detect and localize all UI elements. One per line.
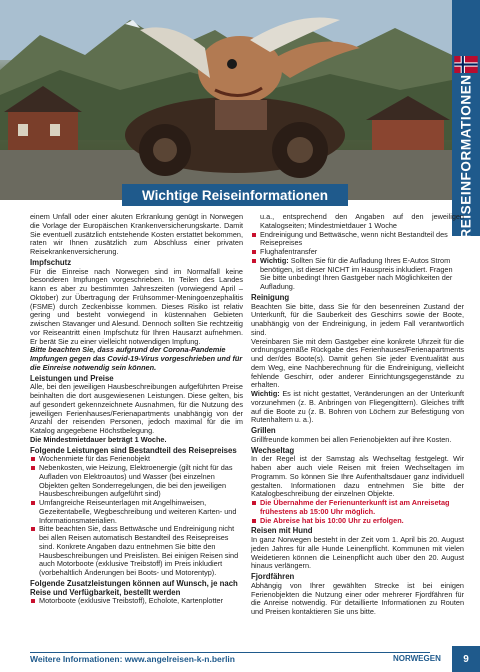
fjord-paragraph: Abhängig von Ihrer gewählten Strecke ist bei einigen Ferienobjekten die Nutzung einer oder mehrerer Fjordfähren für die Anreise notwendig. Für detaillierte Informationen zu Routen und Preisen kontaktieren Sie uns bitte. [251,580,464,616]
grillen-heading: Grillen [251,426,276,435]
zusatz-heading: Folgende Zusatzleistungen können auf Wunsch, je nach Reise und Verfügbarkeit, bestellt werden [30,578,238,597]
list-item: Die Übernahme der Ferienunterkunft ist am Anreisetag frühestens ab 15:00 Uhr möglich. [251,499,464,517]
wichtig-text: Sollten Sie für die Aufladung Ihres E-Autos Strom benötigen, ist dieser NICHT im Hauspreis inkludiert. Fragen Sie bitte unbedingt Ihren Gastgeber nach Möglichkeiten der Aufladung. [260,255,453,291]
side-tab-title [452,73,480,239]
impfschutz-heading: Impfschutz [30,257,72,267]
wechseltag-paragraph: In der Regel ist der Samstag als Wechseltag festgelegt. Wir haben aber auch viele Reisen mit freien Wechseltagen im Programm. So können Sie Ihre Aufenthaltsdauer ganz individuell gestalten. Informationen dazu entnehmen Sie bitte der Katalogbeschreibung der einzelnen Objekte. [251,454,464,499]
list-item: Die Abreise hat bis 10:00 Uhr zu erfolgen. [251,517,464,526]
hund-heading: Reisen mit Hund [251,526,313,536]
folgende-heading: Folgende Leistungen sind Bestandteil des Reisepreises [30,445,237,455]
wichtig2-paragraph [251,390,464,425]
wichtig-label: Wichtig: [260,255,289,265]
continued-list [251,231,464,292]
norway-flag-icon [454,56,478,73]
header-photo [0,0,452,200]
leistungen-heading: Leistungen und Preise [30,373,114,383]
wechseltag-heading: Wechseltag [251,445,295,455]
intro-paragraph: einem Unfall oder einer akuten Erkrankung genügt in Norwegen die Vorlage der Europäischen Krankenversicherungskarte. Damit Sie eventuell zusätzlich entstehende Kosten erstattet bekommen, raten wir Ihnen zusätzlich zum Abschluss einer privaten Reisekrankenversicherung. [30,212,243,256]
wechseltag-list [251,499,464,525]
footer-region: NORWEGEN [393,654,441,663]
footer-divider [30,652,430,653]
corona-note: Bitte beachten Sie, dass aufgrund der Corona-Pandemie Impfungen gegen das Covid-19-Virus vorgeschrieben und für die Einreise notwendig sein können. [30,345,243,372]
page-number: 9 [463,653,469,665]
leistungen-paragraph: Alle, bei den jeweiligen Hausbeschreibungen aufgeführten Preise beinhalten die dort ausgewiesenen Leistungen. Diese gelten, bis auf gesondert gekennzeichnete Ausnahmen, für die Nutzung des jeweiligen Ferienhauses/Ferienapartments unabhängig von der Anzahl der reisenden Personen, jedoch maximal für die im Katalog angegebene Höchstbelegung. [30,382,243,435]
zusatz-list [30,597,243,606]
list-item: Nebenkosten, wie Heizung, Elektroenergie (gilt nicht für das Aufladen von Elektroautos) und Wasser (bei einzelnen Objekten gelten Sonderregelungen, die bei den jeweiligen Hausbeschreibungen aufgeführt sind) [30,464,243,499]
wichtig2-label: Wichtig: [251,389,280,398]
reinigung-paragraph-1: Beachten Sie bitte, dass Sie für den besenreinen Zustand der Unterkunft, für die Sauberkeit des Geschirrs sowie der Boote, unabhängig von der Endreinigung, in jedem Fall verantwortlich sind. [251,301,464,337]
list-item: Endreinigung und Bettwäsche, wenn nicht Bestandteil des Reisepreises [251,231,464,249]
fjord-heading: Fjordfähren [251,572,295,581]
list-item: Motorboote (exklusive Treibstoff), Echolote, Kartenplotter [30,597,243,606]
page-number-box [452,646,480,672]
impfschutz-paragraph: Für die Einreise nach Norwegen sind im Normalfall keine besonderen Impfungen vorgeschrieben. In Teilen des Landes kann es aber zu bestimmten Jahreszeiten (vorwiegend April – Oktober) zur Übertragung der Frühsommer-Meningoenzephalitis (FSME) durch Zeckenbisse kommen. Dieses Risiko ist relativ gering und besteht vorwiegend in küstennahen Gebieten zwischen Stavanger und Alesund. Dennoch sollten Sie rechtzeitig vor Reiseantritt einen Impfschutz für Ihren Hausarzt aufnehmen. Er berät Sie zu einer vielleicht notwendigen Impfung. [30,266,243,346]
reinigung-paragraph-2: Vereinbaren Sie mit dem Gastgeber eine konkrete Uhrzeit für die ordnungsgemäße Rückgabe des Ferienhauses/Ferienapartments und der/des Boote(s). Damit gehen Sie jeder Eventualität aus dem Weg, eine Nachberechnung für die Endreinigung, vielleicht fehlende Geschirr, oder anderer Einrichtungsgegenstände zu erhalten. [251,336,464,390]
right-column [251,213,464,617]
footer-url: Weitere Informationen: www.angelreisen-k-n.berlin [30,654,235,664]
continued-text: u.a., entsprechend den Angaben auf den jeweiligen Katalogseiten; Mindestmietdauer 1 Woche [260,212,464,230]
list-item: Umfangreiche Reiseunterlagen mit Angelhinweisen, Gezeitentabelle, Wegbeschreibung und weiteren Karten- und Informationsmaterialien. [30,499,243,525]
list-item: Flughafentransfer [251,248,464,257]
list-item: Bitte beachten Sie, dass Bettwäsche und Endreinigung nicht bei allen Reisen automatisch Bestandteil des Reisepreises sind. Konkrete Angaben dazu entnehmen Sie bitte den Hausbeschreibungen und Preislisten. Bei einigen Reisen sind auch Motorboote (exklusive Treibstoff) im Preis inkludiert (vorbehaltlich Änderungen bei Boots- und Motorentyp). [30,525,243,578]
wichtig2-text: Es ist nicht gestattet, Veränderungen an der Unterkunft vorzunehmen (z. B. Anbringen von Fliegengittern). Gleiches trifft auf die Boote zu (z. B. Bohren von Löchern zur Befestigung von Rutenhaltern u. a.). [251,389,464,425]
grillen-paragraph: Grillfreunde kommen bei allen Ferienobjekten auf ihre Kosten. [251,434,452,444]
section-banner [122,184,348,206]
left-column [30,213,243,606]
folgende-list [30,455,243,578]
list-item-wichtig [251,257,464,292]
hund-paragraph: In ganz Norwegen besteht in der Zeit vom 1. April bis 20. August jeden Jahres für alle Hunde Leinenpflicht. Kommunen mit vielen Weidetieren können die Leinenpflicht auch über den 20. August hinaus verlängern. [251,535,464,571]
mindestmiet-note: Die Mindestmietdauer beträgt 1 Woche. [30,434,167,444]
list-item: Wochenmiete für das Ferienobjekt [30,455,243,464]
reinigung-heading: Reinigung [251,292,290,302]
banner-title: Wichtige Reiseinformationen [142,187,328,203]
side-tab-title-text: REISEINFORMATIONEN [458,73,474,239]
troll-sculpture-image [0,0,452,200]
